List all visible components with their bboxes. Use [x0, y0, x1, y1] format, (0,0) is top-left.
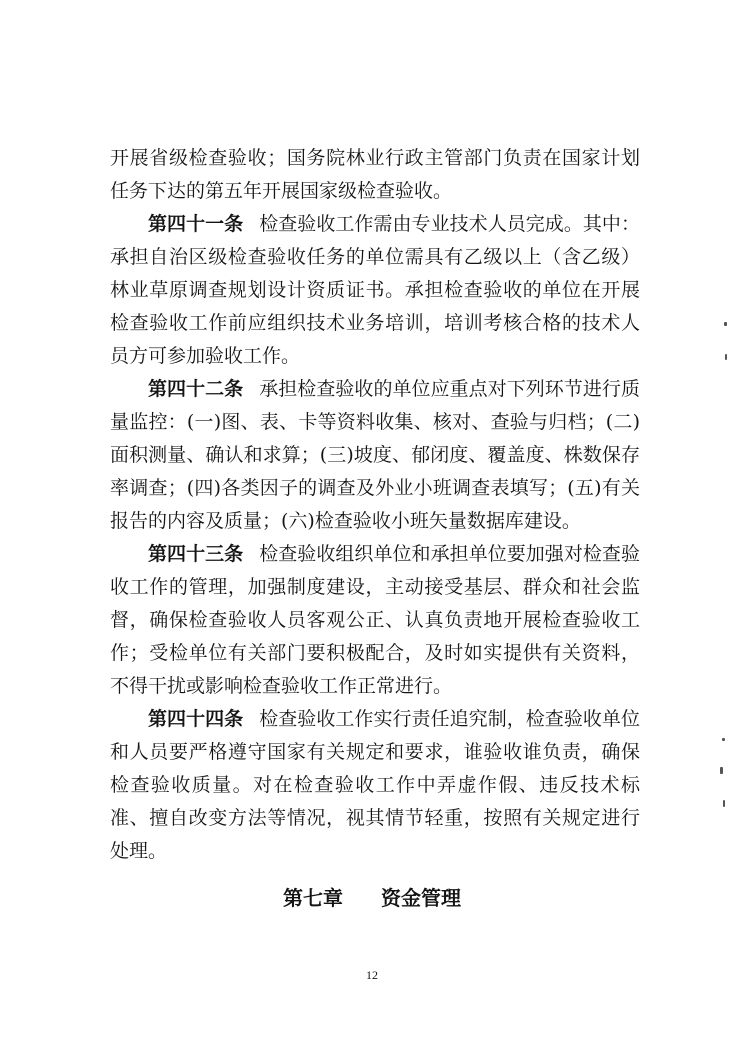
chapter-number: 第七章 [283, 886, 343, 910]
article-44 [110, 703, 640, 868]
article-41 [110, 208, 640, 373]
scan-speck [725, 354, 727, 360]
chapter-heading [0, 882, 744, 911]
article-number: 第四十四条 [148, 708, 244, 730]
article-text: 检查验收工作需由专业技术人员完成。其中：承担自治区级检查验收任务的单位需具有乙级以上（含乙级）林业草原调查规划设计资质证书。承担检查验收的单位在开展检查验收工作前应组织技术业务培训，培训考核合格的技术人员方可参加验收工作。 [110, 213, 640, 367]
scan-speck [723, 800, 725, 807]
scan-speck [720, 767, 723, 774]
paragraph-text: 开展省级检查验收；国务院林业行政主管部门负责在国家计划任务下达的第五年开展国家级检查验收。 [110, 147, 640, 202]
scan-speck [724, 322, 727, 326]
article-43 [110, 538, 640, 703]
article-number: 第四十一条 [148, 213, 244, 235]
paragraph-continuation [110, 142, 640, 208]
article-text: 检查验收工作实行责任追究制，检查验收单位和人员要严格遵守国家有关规定和要求，谁验收谁负责，确保检查验收质量。对在检查验收工作中弄虚作假、违反技术标准、擅自改变方法等情况，视其情节轻重，按照有关规定进行处理。 [110, 708, 640, 862]
article-text: 检查验收组织单位和承担单位要加强对检查验收工作的管理，加强制度建设，主动接受基层、群众和社会监督，确保检查验收人员客观公正、认真负责地开展检查验收工作；受检单位有关部门要积极配合，及时如实提供有关资料，不得干扰或影响检查验收工作正常进行。 [110, 543, 640, 697]
article-text: 承担检查验收的单位应重点对下列环节进行质量监控：(一)图、表、卡等资料收集、核对、查验与归档；(二)面积测量、确认和求算；(三)坡度、郁闭度、覆盖度、株数保存率调查；(四)各类因子的调查及外业小班调查表填写；(五)有关报告的内容及质量；(六)检查验收小班矢量数据库建设。 [110, 378, 640, 532]
page-number: 12 [366, 968, 378, 982]
article-number: 第四十二条 [148, 378, 244, 400]
article-number: 第四十三条 [148, 543, 244, 565]
article-42 [110, 373, 640, 538]
scan-speck [722, 738, 725, 741]
document-body [110, 142, 640, 868]
chapter-title: 资金管理 [381, 886, 461, 910]
